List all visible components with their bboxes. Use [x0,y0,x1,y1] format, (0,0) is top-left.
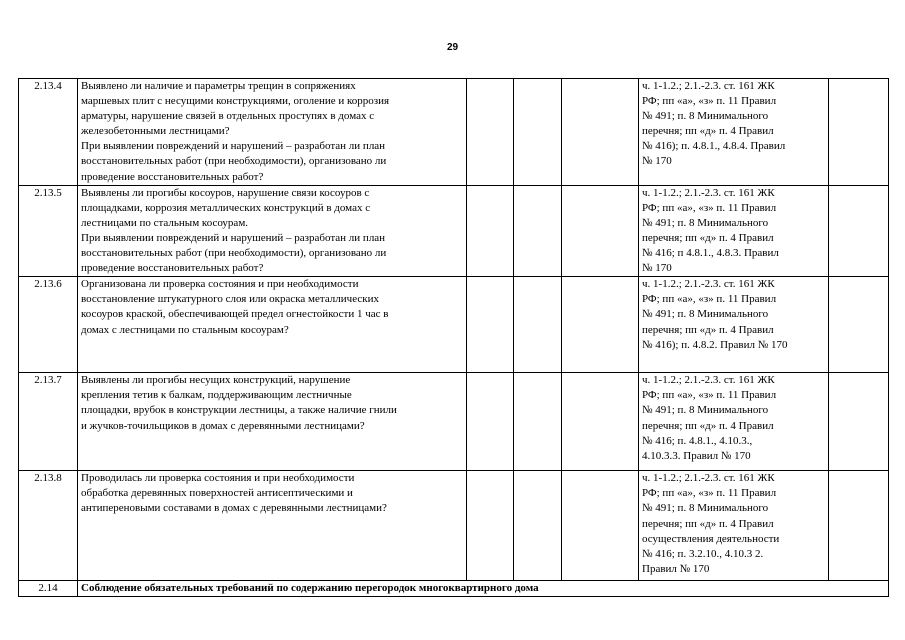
notes-cell [829,373,889,471]
answer-no-cell [514,185,562,277]
not-applicable-cell [562,185,639,277]
legal-reference-line: перечня; пп «д» п. 4 Правил [642,125,774,138]
question-text-line: При выявлении повреждений и нарушений – разработан ли план [81,231,386,244]
legal-reference-line: № 416); п. 4.8.2. Правил № 170 [642,338,788,351]
table-row [19,185,889,277]
question-cell [78,79,467,186]
notes-cell [829,277,889,373]
answer-no-cell [514,471,562,581]
legal-reference-line: № 416; п. 4.8.1., 4.10.3., [642,434,753,447]
question-text-line: железобетонными лестницами? [81,125,230,138]
item-number: 2.13.7 [19,373,78,471]
legal-reference-line: перечня; пп «д» п. 4 Правил [642,517,774,530]
legal-reference-line: РФ; пп «а», «з» п. 11 Правил [642,389,777,402]
answer-yes-cell [467,185,514,277]
question-text-line: площадками, коррозия металлических конструкций в домах с [81,201,371,214]
legal-reference-line: РФ; пп «а», «з» п. 11 Правил [642,293,777,306]
legal-reference-line: осуществления деятельности [642,532,780,545]
section-title: Соблюдение обязательных требований по содержанию перегородок многоквартирного дома [78,581,889,597]
answer-no-cell [514,277,562,373]
question-text-line: Организована ли проверка состояния и при необходимости [81,278,359,291]
answer-yes-cell [467,373,514,471]
not-applicable-cell [562,373,639,471]
question-text-line: Проводилась ли проверка состояния и при необходимости [81,472,355,485]
legal-reference-line: № 491; п. 8 Минимального [642,308,769,321]
page-number: 29 [446,42,459,53]
question-text-line: Выявлены ли прогибы несущих конструкций, нарушение [81,374,351,387]
item-number: 2.13.4 [19,79,78,186]
legal-reference-line: № 170 [642,262,672,275]
question-text-line: проведение восстановительных работ? [81,262,264,275]
legal-reference-cell [639,79,829,186]
legal-reference-line: РФ; пп «а», «з» п. 11 Правил [642,95,777,108]
legal-reference-line: № 491; п. 8 Минимального [642,110,769,123]
answer-yes-cell [467,79,514,186]
question-cell [78,277,467,373]
question-text-line: Выявлено ли наличие и параметры трещин в сопряжениях [81,80,356,92]
answer-yes-cell [467,471,514,581]
answer-no-cell [514,79,562,186]
question-cell [78,471,467,581]
question-text-line: крепления тетив к балкам, поддерживающим лестничные [81,389,352,402]
question-text-line: домах с лестницами по стальным косоурам? [81,323,289,336]
question-text-line: косоуров краской, обеспечивающей предел огнестойкости 1 час в [81,308,389,321]
notes-cell [829,79,889,186]
legal-reference-line: Правил № 170 [642,562,710,575]
legal-reference-line: № 491; п. 8 Минимального [642,404,769,417]
answer-no-cell [514,373,562,471]
legal-reference-cell [639,185,829,277]
legal-reference-line: № 416; п. 3.2.10., 4.10.3 2. [642,547,764,560]
legal-reference-line: № 416); п. 4.8.1., 4.8.4. Правил [642,140,786,153]
legal-reference-line: перечня; пп «д» п. 4 Правил [642,419,774,432]
item-number: 2.13.6 [19,277,78,373]
legal-reference-line: № 491; п. 8 Минимального [642,216,769,229]
question-text-line: обработка деревянных поверхностей антисептическими и [81,487,353,500]
legal-reference-line: ч. 1-1.2.; 2.1.-2.3. ст. 161 ЖК [642,186,775,199]
section-number: 2.14 [19,581,78,597]
legal-reference-line: ч. 1-1.2.; 2.1.-2.3. ст. 161 ЖК [642,374,775,387]
question-text-line: антипереновыми составами в домах с деревянными лестницами? [81,502,387,515]
table-row [19,373,889,471]
question-text-line: проведение восстановительных работ? [81,170,264,183]
notes-cell [829,471,889,581]
question-text-line: восстановительных работ (при необходимости), организовано ли [81,155,387,168]
question-cell [78,185,467,277]
notes-cell [829,185,889,277]
question-text-line: восстановление штукатурного слоя или окраска металлических [81,293,379,306]
legal-reference-cell [639,277,829,373]
legal-reference-line: № 491; п. 8 Минимального [642,502,769,515]
table-row [19,471,889,581]
item-number: 2.13.5 [19,185,78,277]
table-row [19,79,889,186]
question-text-line: восстановительных работ (при необходимости), организовано ли [81,247,387,260]
item-number: 2.13.8 [19,471,78,581]
legal-reference-line: РФ; пп «а», «з» п. 11 Правил [642,201,777,214]
not-applicable-cell [562,79,639,186]
question-text-line: При выявлении повреждений и нарушений – разработан ли план [81,140,386,153]
question-text-line: Выявлены ли прогибы косоуров, нарушение связи косоуров с [81,186,370,199]
legal-reference-line: РФ; пп «а», «з» п. 11 Правил [642,487,777,500]
table-row [19,277,889,373]
legal-reference-line: перечня; пп «д» п. 4 Правил [642,323,774,336]
section-row [19,581,889,597]
question-text-line: арматуры, нарушение связей в отдельных проступях в домах с [81,110,375,123]
legal-reference-cell [639,373,829,471]
legal-reference-line: № 170 [642,155,672,168]
legal-reference-line: ч. 1-1.2.; 2.1.-2.3. ст. 161 ЖК [642,278,775,291]
answer-yes-cell [467,277,514,373]
question-text-line: лестницами по стальным косоурам. [81,216,249,229]
question-text-line: площадки, врубок в конструкции лестницы, а также наличие гнили [81,404,397,417]
not-applicable-cell [562,277,639,373]
checklist-table [18,78,889,597]
question-text-line: маршевых плит с несущими конструкциями, оголение и коррозия [81,95,390,108]
checklist-rows [19,79,889,597]
legal-reference-line: № 416; п 4.8.1., 4.8.3. Правил [642,247,779,260]
question-text-line: и жучков-точильщиков в домах с деревянными лестницами? [81,419,365,432]
legal-reference-line: перечня; пп «д» п. 4 Правил [642,231,774,244]
legal-reference-line: ч. 1-1.2.; 2.1.-2.3. ст. 161 ЖК [642,472,775,485]
legal-reference-cell [639,471,829,581]
question-cell [78,373,467,471]
not-applicable-cell [562,471,639,581]
legal-reference-line: 4.10.3.3. Правил № 170 [642,449,751,462]
legal-reference-line: ч. 1-1.2.; 2.1.-2.3. ст. 161 ЖК [642,80,775,92]
